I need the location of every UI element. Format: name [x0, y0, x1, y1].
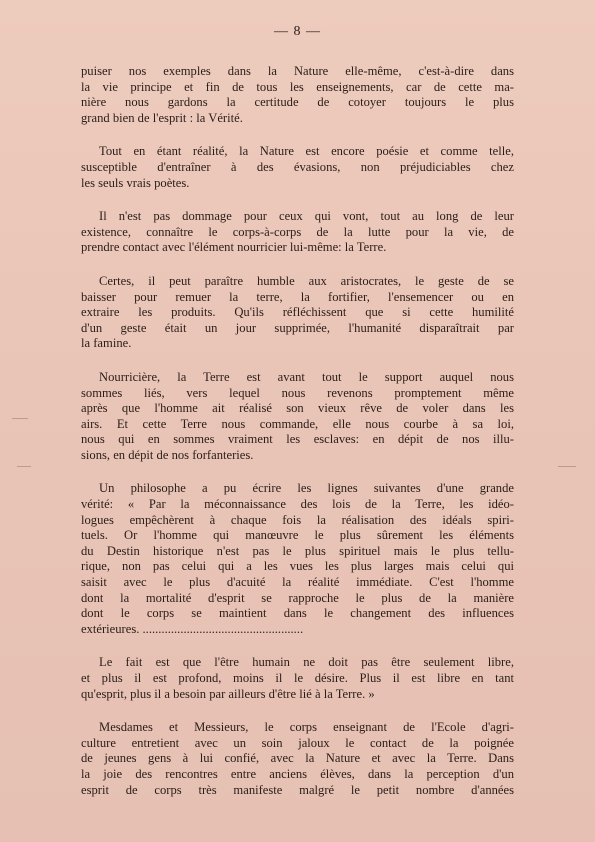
text-line: culture entretient avec un soin jaloux le contact de la poignée	[81, 735, 514, 750]
text-line: tuels. Or l'homme qui manœuvre le plus sûrement les éléments	[81, 528, 514, 543]
paragraph	[81, 64, 514, 126]
paragraph	[81, 274, 514, 352]
body-text	[81, 64, 514, 798]
text-line: Le fait est que l'être humain ne doit pas être seulement libre,	[99, 655, 514, 670]
text-line: logues empêchèrent à chaque fois la réalisation des idéals spiri-	[81, 512, 514, 527]
text-line: Nourricière, la Terre est avant tout le support auquel nous	[99, 369, 514, 384]
paragraph	[81, 209, 514, 256]
text-line: dont le corps se maintient dans le changement des influences	[81, 606, 514, 621]
text-line: grand bien de l'esprit : la Vérité.	[81, 110, 243, 125]
text-line: Tout en étant réalité, la Nature est encore poésie et comme telle,	[99, 144, 514, 159]
text-line: nous qui en sommes vraiment les esclaves: en dépit de nos illu-	[81, 432, 514, 447]
text-line: esprit de corps très manifeste malgré le petit nombre d'années	[81, 782, 514, 797]
margin-mark	[12, 418, 28, 419]
paragraph	[81, 370, 514, 464]
margin-mark	[17, 466, 31, 467]
paragraph	[81, 655, 514, 702]
text-line: sommes liés, vers lequel nous revenons promptement même	[81, 385, 514, 400]
text-line: airs. Et cette Terre nous commande, elle nous courbe à sa loi,	[81, 416, 514, 431]
text-line: Mesdames et Messieurs, le corps enseignant de l'Ecole d'agri-	[99, 720, 514, 735]
text-line: la vie principe et fin de tous les enseignements, car de cette ma-	[81, 79, 514, 94]
text-line: nière nous gardons la certitude de cotoyer toujours le plus	[81, 95, 514, 110]
text-line: Un philosophe a pu écrire les lignes suivantes d'une grande	[99, 481, 514, 496]
text-line: d'un geste était un jour supprimée, l'humanité disparaîtrait par	[81, 320, 514, 335]
paragraph	[81, 481, 514, 637]
text-line: de jeunes gens à lui confié, avec la Nature et avec la Terre. Dans	[81, 751, 514, 766]
text-line: extraire les produits. Qu'ils réfléchissent que si cette humilité	[81, 305, 514, 320]
text-line: après que l'homme ait réalisé son vieux rêve de voler dans les	[81, 401, 514, 416]
text-line: puiser nos exemples dans la Nature elle-même, c'est-à-dire dans	[81, 64, 514, 78]
text-line: Il n'est pas dommage pour ceux qui vont, tout au long de leur	[99, 209, 514, 224]
text-line: saisit avec le plus d'acuité la réalité immédiate. C'est l'homme	[81, 575, 514, 590]
paragraph	[81, 720, 514, 798]
text-line: vérité: « Par la méconnaissance des lois de la Terre, les idéo-	[81, 497, 514, 512]
text-line: baisser pour remuer la terre, la fortifier, l'ensemencer ou en	[81, 289, 514, 304]
text-line: les seuls vrais poètes.	[81, 175, 190, 190]
text-line: la joie des rencontres entre anciens élèves, dans la perception d'un	[81, 766, 514, 781]
text-line: du Destin historique n'est pas le plus spirituel mais le plus tellu-	[81, 543, 514, 558]
text-line: qu'esprit, plus il a besoin par ailleurs d'être lié à la Terre. »	[81, 686, 375, 701]
text-line: prendre contact avec l'élément nourricier lui-même: la Terre.	[81, 240, 387, 255]
text-line: la famine.	[81, 336, 132, 351]
page-number: — 8 —	[274, 24, 321, 39]
text-line: dont la mortalité d'esprit se rapproche le plus de la manière	[81, 590, 514, 605]
text-line: susceptible d'entraîner à des évasions, non préjudiciables chez	[81, 159, 514, 174]
text-line: et plus il est profond, moins il le désire. Plus il est libre en tant	[81, 671, 514, 685]
text-line: rique, non pas celui qui a les vues les plus larges mais celui qui	[81, 559, 514, 574]
text-line: sions, en dépit de nos forfanteries.	[81, 447, 254, 462]
text-line: extérieures. ...................................................	[81, 621, 304, 636]
text-line: existence, connaître le corps-à-corps de la lutte pour la vie, de	[81, 224, 514, 239]
text-line: Certes, il peut paraître humble aux aristocrates, le geste de se	[99, 273, 514, 288]
paragraph	[81, 144, 514, 191]
margin-mark	[558, 466, 576, 467]
